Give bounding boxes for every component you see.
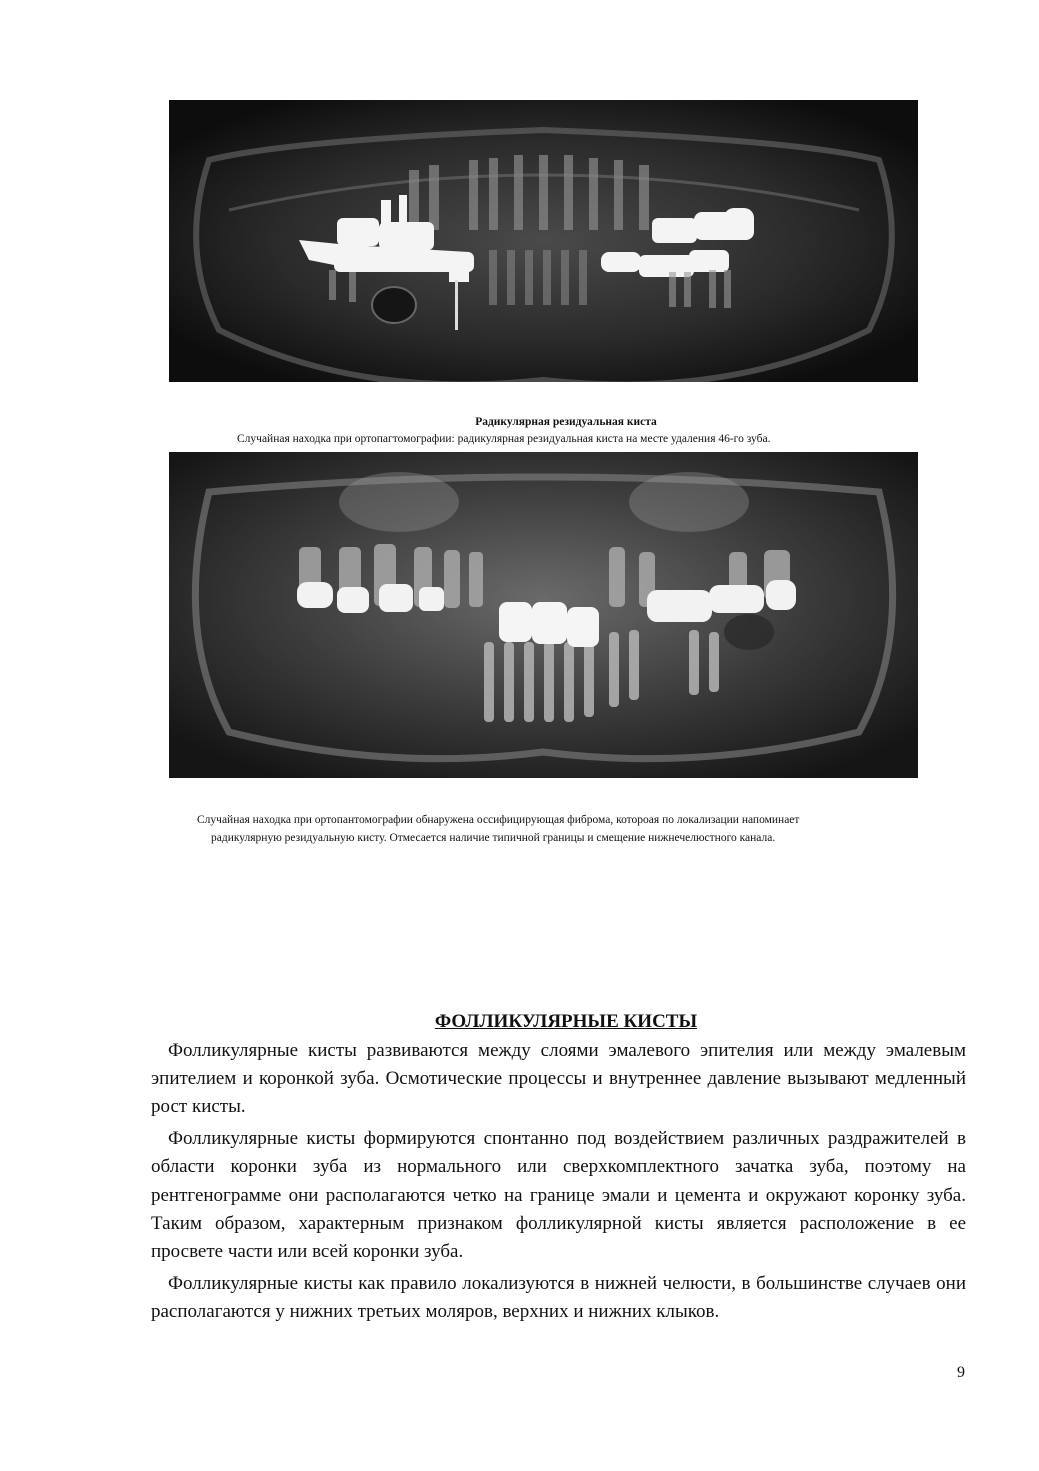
section-body — [151, 1037, 966, 1330]
xray-image-residual-cyst — [169, 100, 918, 382]
section-title: ФОЛЛИКУЛЯРНЫЕ КИСТЫ — [434, 1011, 698, 1032]
paragraph: Фолликулярные кисты формируются спонтанно под воздействием различных раздражителей в области коронки зуба из нормального или сверхкомплектного зачатка зуба, поэтому на рентгенограмме они располагаются четко на границе эмали и цемента и окружают коронку зуба. Таким образом, характерным признаком фолликулярной кисты является расположение в ее просвете части или всей коронки зуба. — [151, 1128, 966, 1262]
figure2-caption-line2: радикулярную резидуальную кисту. Отмесается наличие типичной границы и смещение нижнечелюстного канала. — [211, 832, 776, 844]
page-number: 9 — [957, 1364, 965, 1381]
paragraph: Фолликулярные кисты развиваются между слоями эмалевого эпителия или между эмалевым эпителием и коронкой зуба. Осмотические процессы и внутреннее давление вызывают медленный рост кисты. — [151, 1040, 966, 1118]
figure1-caption: Случайная находка при ортопагтомографии: радикулярная резидуальная киста на месте удаления 46-го зуба. — [237, 433, 771, 445]
xray-image-ossifying-fibroma — [169, 452, 918, 778]
paragraph: Фолликулярные кисты как правило локализуются в нижней челюсти, в большинстве случаев они располагаются у нижних третьих моляров, верхних и нижних клыков. — [151, 1272, 966, 1322]
figure2-caption-line1: Случайная находка при ортопантомографии обнаружена оссифицирующая фиброма, котороая по локализации напоминает — [197, 814, 800, 826]
figure1-title: Радикулярная резидуальная киста — [475, 416, 657, 428]
